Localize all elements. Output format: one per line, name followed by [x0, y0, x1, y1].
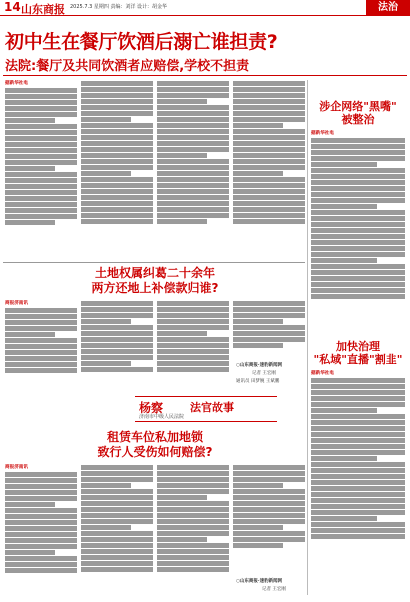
- lead-byline: 据新华社电: [5, 81, 28, 86]
- car-headline-line-1: 租赁车位私加地锁: [106, 430, 203, 444]
- land-headline-line-2: 两方还地上补偿款归谁?: [91, 281, 219, 295]
- land-headline-line-1: 土地权属纠葛二十余年: [94, 266, 215, 280]
- side-2-headline-line-1: 加快治理: [336, 340, 380, 353]
- land-story-rule: [3, 262, 305, 263]
- paper-name: 山东商报: [21, 3, 65, 16]
- land-column-1: [5, 300, 77, 392]
- side-1-body: [311, 130, 405, 335]
- land-column-4: [233, 300, 305, 360]
- side-2-body: [311, 370, 405, 578]
- car-byline: 商报济南讯: [5, 465, 28, 470]
- column-logo: [135, 396, 277, 422]
- lead-headline: 初中生在餐厅饮酒后溺亡谁担责?: [5, 31, 278, 53]
- lead-subheadline: 法院:餐厅及共同饮酒者应赔偿,学校不担责: [5, 59, 250, 74]
- page-number: 14: [4, 0, 21, 14]
- land-credit-2: 记者 王宏刚: [252, 371, 276, 376]
- section-tag: 法治: [366, 0, 410, 15]
- side-2-headline: [310, 340, 406, 366]
- column-logo-name: 杨察: [139, 401, 164, 415]
- page-header: [0, 0, 410, 16]
- column-logo-title: 法官故事: [190, 401, 234, 414]
- land-column-3: [157, 300, 229, 392]
- land-headline: [5, 266, 305, 296]
- issue-meta: 2025.7.3 星期四 责编：刘洋 设计：胡金华: [70, 4, 168, 10]
- land-credit-1: ○山东商报·速豹新闻网: [236, 363, 283, 368]
- side-1-headline: [310, 100, 406, 126]
- car-credit-1: ○山东商报·速豹新闻网: [236, 579, 283, 584]
- lead-column-2: [81, 80, 153, 258]
- lead-column-1: [5, 80, 77, 258]
- car-column-2: [81, 464, 153, 596]
- car-column-1: [5, 464, 77, 596]
- side-2-headline-line-2: "私域"直播"割韭": [313, 353, 403, 366]
- right-column-divider: [307, 80, 308, 595]
- lead-rule: [3, 75, 407, 76]
- side-1-headline-line-1: 涉企网络"黑嘴": [319, 100, 397, 113]
- car-credit-2: 记者 王宏刚: [262, 587, 286, 592]
- column-logo-subtitle: 济南市中级人民法院: [139, 414, 185, 420]
- land-credit-3: 通讯员 田梦婉 王斌鹏: [236, 379, 280, 384]
- car-headline-line-2: 致行人受伤如何赔偿?: [97, 445, 213, 459]
- land-byline: 商报济南讯: [5, 301, 28, 306]
- car-column-4: [233, 464, 305, 574]
- car-headline: [5, 430, 305, 460]
- side-1-byline: 据新华社电: [311, 131, 334, 136]
- side-1-headline-line-2: 被整治: [341, 113, 375, 126]
- lead-column-3: [157, 80, 229, 258]
- land-column-2: [81, 300, 153, 392]
- car-column-3: [157, 464, 229, 596]
- lead-column-4: [233, 80, 305, 258]
- side-2-byline: 据新华社电: [311, 371, 334, 376]
